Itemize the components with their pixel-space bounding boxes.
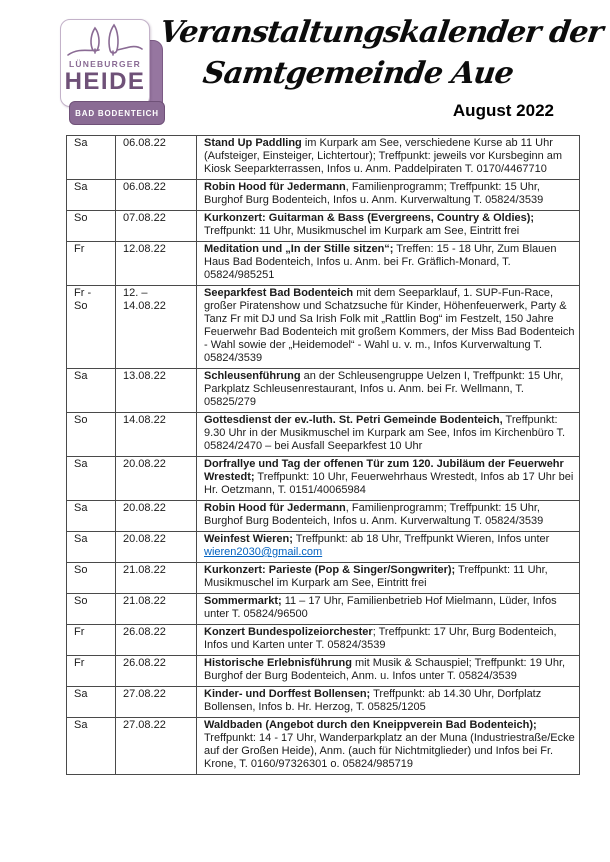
day-cell: Sa xyxy=(67,457,116,501)
day-cell: So xyxy=(67,563,116,594)
date-cell: 12. – 14.08.22 xyxy=(116,286,197,369)
event-title: Schleusenführung xyxy=(204,370,301,382)
event-title: Kinder- und Dorffest Bollensen; xyxy=(204,688,371,700)
date-cell: 21.08.22 xyxy=(116,594,197,625)
lueneburger-heide-logo xyxy=(57,16,167,128)
event-cell: Gottesdienst der ev.-luth. St. Petri Gemeinde Bodenteich, Treffpunkt: 9.30 Uhr in der Musikmuschel im Kurpark am See, Infos im Kirchenbüro T. 05824/2470 – bei Ausfall Seeparkfest 10 Uhr xyxy=(197,413,580,457)
event-title: Waldbaden (Angebot durch den Kneippverein Bad Bodenteich); xyxy=(204,719,537,731)
table-row xyxy=(67,532,580,563)
event-title: Kurkonzert: Parieste (Pop & Singer/Songwriter); xyxy=(204,564,456,576)
table-row xyxy=(67,687,580,718)
table-row xyxy=(67,563,580,594)
event-cell: Robin Hood für Jedermann, Familienprogramm; Treffpunkt: 15 Uhr, Burghof Burg Bodenteich, Infos u. Anm. Kurverwaltung T. 05824/3539 xyxy=(197,180,580,211)
table-row xyxy=(67,656,580,687)
day-cell: Sa xyxy=(67,369,116,413)
logo-region-large-label: HEIDE xyxy=(64,68,146,95)
date-cell: 21.08.22 xyxy=(116,563,197,594)
logo-region-small-label: LÜNEBURGER xyxy=(69,59,141,69)
day-cell: So xyxy=(67,211,116,242)
event-title: Robin Hood für Jedermann xyxy=(204,181,346,193)
heath-landscape-icon xyxy=(65,22,145,62)
email-link[interactable]: wieren2030@gmail.com xyxy=(204,546,323,558)
date-cell: 27.08.22 xyxy=(116,687,197,718)
event-cell: Kinder- und Dorffest Bollensen; Treffpunkt: ab 14.30 Uhr, Dorfplatz Bollensen, Infos b. Hr. Herzog, T. 05825/1205 xyxy=(197,687,580,718)
table-row xyxy=(67,136,580,180)
event-cell: Sommermarkt; 11 – 17 Uhr, Familienbetrieb Hof Mielmann, Lüder, Infos unter T. 05824/96500 xyxy=(197,594,580,625)
day-cell: Sa xyxy=(67,718,116,775)
event-cell: Stand Up Paddling im Kurpark am See, verschiedene Kurse ab 11 Uhr (Aufsteiger, Einsteiger, Lichtertour); Treffpunkt: jeweils vor Kursbeginn am Kiosk Seeparkterrassen, Infos u. Anm. Paddelpiraten T. 0170/4467710 xyxy=(197,136,580,180)
table-row xyxy=(67,413,580,457)
table-row xyxy=(67,457,580,501)
event-cell: Weinfest Wieren; Treffpunkt: ab 18 Uhr, Treffpunkt Wieren, Infos unter wieren2030@gmail.com xyxy=(197,532,580,563)
date-cell: 20.08.22 xyxy=(116,501,197,532)
event-cell: Historische Erlebnisführung mit Musik & Schauspiel; Treffpunkt: 19 Uhr, Burghof der Burg Bodenteich, Anm. u. Infos unter T. 05824/3539 xyxy=(197,656,580,687)
day-cell: So xyxy=(67,594,116,625)
event-cell: Meditation und „In der Stille sitzen“; Treffen: 15 - 18 Uhr, Zum Blauen Haus Bad Bodenteich, Infos u. Anm. bei Fr. Gräflich-Monard, T. 05824/985251 xyxy=(197,242,580,286)
day-cell: So xyxy=(67,413,116,457)
event-cell: Dorfrallye und Tag der offenen Tür zum 120. Jubiläum der Feuerwehr Wrestedt; Treffpunkt: 10 Uhr, Feuerwehrhaus Wrestedt, Infos ab 17 Uhr bei Hr. Oetzmann, T. 0151/40065984 xyxy=(197,457,580,501)
event-title: Dorfrallye und Tag der offenen Tür zum 120. Jubiläum der Feuerwehr Wrestedt; xyxy=(204,458,564,483)
date-cell: 14.08.22 xyxy=(116,413,197,457)
event-title: Seeparkfest Bad Bodenteich xyxy=(204,287,354,299)
event-cell: Robin Hood für Jedermann, Familienprogramm; Treffpunkt: 15 Uhr, Burghof Burg Bodenteich, Infos u. Anm. Kurverwaltung T. 05824/3539 xyxy=(197,501,580,532)
event-title: Stand Up Paddling xyxy=(204,137,302,149)
table-row xyxy=(67,242,580,286)
event-title: Robin Hood für Jedermann xyxy=(204,502,346,514)
logo-badge-bad-bodenteich: BAD BODENTEICH xyxy=(69,101,165,125)
day-cell: Sa xyxy=(67,136,116,180)
logo-white-card xyxy=(60,19,150,107)
event-cell: Schleusenführung an der Schleusengruppe Uelzen I, Treffpunkt: 15 Uhr, Parkplatz Schleusenrestaurant, Infos u. Anm. bei Fr. Wellmann, T. 05825/279 xyxy=(197,369,580,413)
event-title: Historische Erlebnisführung xyxy=(204,657,352,669)
day-cell: Sa xyxy=(67,180,116,211)
day-cell: Fr xyxy=(67,242,116,286)
table-row xyxy=(67,625,580,656)
page-title-line1: Veranstaltungskalender der xyxy=(157,15,605,50)
month-label: August 2022 xyxy=(452,101,554,120)
page-title-line2: Samtgemeinde Aue xyxy=(200,56,516,91)
table-row xyxy=(67,211,580,242)
day-cell: Sa xyxy=(67,532,116,563)
date-cell: 27.08.22 xyxy=(116,718,197,775)
events-table xyxy=(66,135,580,775)
event-title: Meditation und „In der Stille sitzen“; xyxy=(204,243,394,255)
date-cell: 26.08.22 xyxy=(116,625,197,656)
table-row xyxy=(67,180,580,211)
date-cell: 13.08.22 xyxy=(116,369,197,413)
document-header xyxy=(0,0,610,135)
date-cell: 12.08.22 xyxy=(116,242,197,286)
date-cell: 07.08.22 xyxy=(116,211,197,242)
date-cell: 06.08.22 xyxy=(116,180,197,211)
event-title: Weinfest Wieren; xyxy=(204,533,293,545)
date-cell: 20.08.22 xyxy=(116,457,197,501)
title-block xyxy=(157,12,605,94)
day-cell: Fr xyxy=(67,625,116,656)
event-title: Kurkonzert: Guitarman & Bass (Evergreens, Country & Oldies); xyxy=(204,212,535,224)
table-row xyxy=(67,594,580,625)
table-row xyxy=(67,286,580,369)
day-cell: Sa xyxy=(67,501,116,532)
date-cell: 20.08.22 xyxy=(116,532,197,563)
table-row xyxy=(67,369,580,413)
table-row xyxy=(67,718,580,775)
date-cell: 06.08.22 xyxy=(116,136,197,180)
event-cell: Konzert Bundespolizeiorchester; Treffpunkt: 17 Uhr, Burg Bodenteich, Infos und Karten unter T. 05824/3539 xyxy=(197,625,580,656)
table-row xyxy=(67,501,580,532)
event-title: Konzert Bundespolizeiorchester xyxy=(204,626,373,638)
date-cell: 26.08.22 xyxy=(116,656,197,687)
event-title: Sommermarkt; xyxy=(204,595,282,607)
day-cell: Sa xyxy=(67,687,116,718)
event-title: Gottesdienst der ev.-luth. St. Petri Gemeinde Bodenteich, xyxy=(204,414,503,426)
event-cell: Kurkonzert: Parieste (Pop & Singer/Songwriter); Treffpunkt: 11 Uhr, Musikmuschel im Kurpark am See, Eintritt frei xyxy=(197,563,580,594)
event-cell: Waldbaden (Angebot durch den Kneippverein Bad Bodenteich); Treffpunkt: 14 - 17 Uhr, Wanderparkplatz an der Muna (Industriestraße/Ecke auf der Großen Heide), Anm. (auch für Nichtmitglieder) und Infos bei Fr. Krone, T. 0160/97326301 o. 05824/985719 xyxy=(197,718,580,775)
day-cell: Fr - So xyxy=(67,286,116,369)
event-cell: Seeparkfest Bad Bodenteich mit dem Seeparklauf, 1. SUP-Fun-Race, großer Piratenshow und Schatzsuche für Kinder, Höhenfeuerwerk, Party & Tanz Fr mit DJ und Sa Irish Folk mit „Rattlin Bog“ im Festzelt, 150 Jahre Feuerwehr Bad Bodenteich mit großem Kommers, der Miss Bad Bodenteich - Wahl sowie der „Heidemodel“ - Wahl u. v. m., Infos Kurverwaltung T. 05824/3539 xyxy=(197,286,580,369)
event-cell: Kurkonzert: Guitarman & Bass (Evergreens, Country & Oldies); Treffpunkt: 11 Uhr, Musikmuschel im Kurpark am See, Eintritt frei xyxy=(197,211,580,242)
events-table-body xyxy=(67,136,580,775)
day-cell: Fr xyxy=(67,656,116,687)
